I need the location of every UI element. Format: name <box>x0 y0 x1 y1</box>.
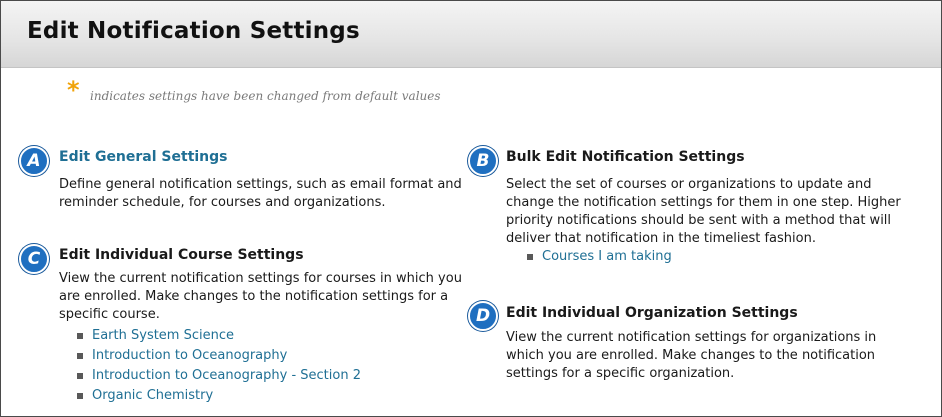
general-settings-description: Define general notification settings, such as email format and reminder schedule, for courses and organizations. <box>59 177 462 210</box>
course-link-earth-system-science[interactable]: Earth System Science <box>92 328 234 343</box>
course-settings-description: View the current notification settings for courses in which you are enrolled. Make changes to the notification settings for a specific course. <box>59 271 462 322</box>
bulk-edit-list <box>527 247 672 267</box>
badge-d-icon: D <box>468 301 498 331</box>
list-item <box>527 247 672 267</box>
edit-general-settings-link[interactable]: Edit General Settings <box>59 149 228 165</box>
course-link-intro-oceanography-section-2[interactable]: Introduction to Oceanography - Section 2 <box>92 368 361 383</box>
list-item <box>77 366 361 386</box>
badge-b-icon: B <box>468 146 498 176</box>
course-link-intro-oceanography[interactable]: Introduction to Oceanography <box>92 348 288 363</box>
badge-c-icon: C <box>19 244 49 274</box>
course-list <box>77 326 361 406</box>
page-header <box>1 1 941 68</box>
bullet-icon <box>77 333 83 339</box>
bullet-icon <box>77 373 83 379</box>
bulk-edit-heading: Bulk Edit Notification Settings <box>506 149 745 165</box>
bullet-icon <box>77 353 83 359</box>
bullet-icon <box>77 393 83 399</box>
courses-i-am-taking-link[interactable]: Courses I am taking <box>542 249 672 264</box>
badge-a-icon: A <box>19 146 49 176</box>
bulk-edit-description: Select the set of courses or organizations to update and change the notification settings for them in one step. Higher priority notifications should be sent with a method that will deliver that notification in the timeliest fashion. <box>506 177 901 246</box>
course-settings-heading: Edit Individual Course Settings <box>59 247 304 263</box>
list-item <box>77 386 361 406</box>
list-item <box>77 346 361 366</box>
organization-settings-heading: Edit Individual Organization Settings <box>506 305 798 321</box>
note-text: indicates settings have been changed from default values <box>90 89 441 103</box>
page-title: Edit Notification Settings <box>27 18 360 44</box>
course-link-organic-chemistry[interactable]: Organic Chemistry <box>92 388 214 403</box>
bullet-icon <box>527 254 533 260</box>
list-item <box>77 326 361 346</box>
asterisk-icon: * <box>67 76 80 104</box>
organization-settings-description: View the current notification settings for organizations in which you are enrolled. Make changes to the notification settings for a specific organization. <box>506 330 877 381</box>
